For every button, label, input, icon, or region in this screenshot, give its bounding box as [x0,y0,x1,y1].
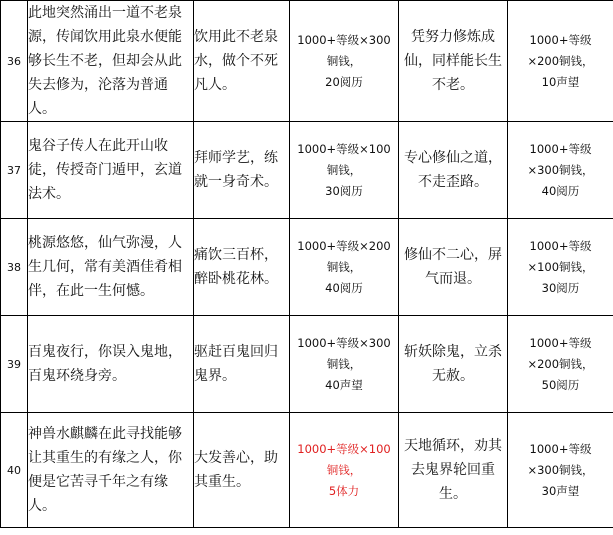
reward-line: 1000+等级 [529,238,592,253]
choice-one-reward [290,122,399,219]
reward-line: 铜钱， [326,356,362,371]
reward-line: ×300铜钱， [527,462,594,477]
row-number: 38 [1,219,28,316]
reward-line: 40声望 [325,377,363,392]
choice-two: 斩妖除鬼，立杀无赦。 [399,316,508,413]
reward-line: 1000+等级×100 [297,441,391,456]
event-description: 百鬼夜行，你误入鬼地，百鬼环绕身旁。 [28,316,194,413]
choice-one: 痛饮三百杯，醉卧桃花林。 [194,219,290,316]
choice-two-reward [508,122,613,219]
reward-line: 铜钱， [326,259,362,274]
choice-one: 大发善心，助其重生。 [194,413,290,528]
choice-one: 驱赶百鬼回归鬼界。 [194,316,290,413]
reward-line: 30阅历 [325,183,363,198]
row-number: 39 [1,316,28,413]
choice-one-reward [290,1,399,122]
reward-line: ×200铜钱， [527,53,594,68]
reward-line: 1000+等级 [529,141,592,156]
reward-line: 1000+等级 [529,441,592,456]
choice-one-reward [290,219,399,316]
reward-line: 40阅历 [541,183,580,198]
reward-line: 20阅历 [325,74,363,89]
reward-line: ×300铜钱， [527,162,594,177]
reward-line: 铜钱， [326,462,362,477]
choice-two-reward [508,219,613,316]
table-row [1,122,613,219]
table-row [1,219,613,316]
reward-line: 铜钱， [326,162,362,177]
reward-line: 30阅历 [541,280,580,295]
choice-two: 凭努力修炼成仙，同样能长生不老。 [399,1,508,122]
choice-one-reward [290,316,399,413]
choice-two: 天地循环，劝其去鬼界轮回重生。 [399,413,508,528]
event-description: 桃源悠悠，仙气弥漫，人生几何，常有美酒佳肴相伴，在此一生何憾。 [28,219,194,316]
choice-two-reward [508,316,613,413]
row-number: 36 [1,1,28,122]
reward-line: 10声望 [541,74,580,89]
reward-line: ×100铜钱， [527,259,594,274]
choice-one: 拜师学艺，练就一身奇术。 [194,122,290,219]
choice-one-reward [290,413,399,528]
reward-line: 1000+等级 [529,335,592,350]
reward-line: 5体力 [328,483,360,498]
reward-line: 1000+等级×300 [297,32,391,47]
reward-line: 40阅历 [325,280,363,295]
choice-two-reward [508,1,613,122]
reward-line: 1000+等级 [529,32,592,47]
reward-line: 1000+等级×200 [297,238,391,253]
reward-line: 30声望 [541,483,580,498]
event-description: 鬼谷子传人在此开山收徒，传授奇门遁甲，玄道法术。 [28,122,194,219]
table-row [1,413,613,528]
reward-line: ×200铜钱， [527,356,594,371]
reward-line: 1000+等级×300 [297,335,391,350]
row-number: 40 [1,413,28,528]
choice-two: 修仙不二心，屏气而退。 [399,219,508,316]
table-row [1,1,613,122]
choice-one: 饮用此不老泉水，做个不死凡人。 [194,1,290,122]
table-row [1,316,613,413]
choice-two: 专心修仙之道，不走歪路。 [399,122,508,219]
reward-line: 铜钱， [326,53,362,68]
reward-line: 1000+等级×100 [297,141,391,156]
choice-two-reward [508,413,613,528]
event-description: 神兽水麒麟在此寻找能够让其重生的有缘之人，你便是它苦寻千年之有缘人。 [28,413,194,528]
row-number: 37 [1,122,28,219]
reward-line: 50阅历 [541,377,580,392]
event-description: 此地突然涌出一道不老泉源，传闻饮用此泉水便能够长生不老，但却会从此失去修为，沦落为普通人。 [28,1,194,122]
